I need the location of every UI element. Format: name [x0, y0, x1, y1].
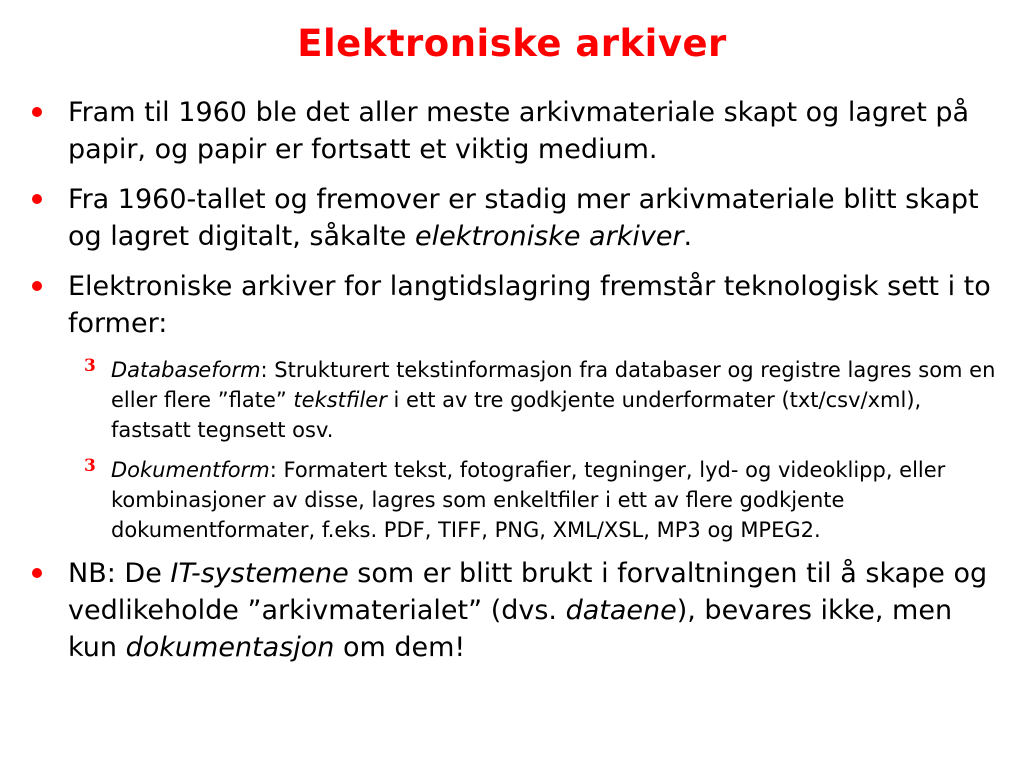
sub-bullet-item: [68, 355, 1000, 445]
bullet-dot-icon: [32, 194, 42, 204]
bullet-list: [30, 94, 1000, 679]
bullet-text: Fra 1960-tallet og fremover er stadig mer arkivmateriale blitt skapt og lagret digitalt, såkalte elektroniske arkiver.: [68, 184, 979, 252]
sub-bullet-text: Dokumentform: Formatert tekst, fotografier, tegninger, lyd- og videoklipp, eller kombinasjoner av disse, lagres som enkeltfiler i ett av flere godkjente dokumentformater, f.eks. PDF, TIFF, PNG, XML/XSL, MP3 og MPEG2.: [111, 458, 946, 542]
bullet-text: Elektroniske arkiver for langtidslagring fremstår teknologisk sett i to former:: [68, 271, 991, 339]
emphasis-text: elektroniske arkiver: [414, 221, 684, 252]
sub-bullet-text: Databaseform: Strukturert tekstinformasjon fra databaser og registre lagres som en eller flere ”flate” tekstfiler i ett av tre godkjente underformater (txt/csv/xml), fastsatt tegnsett osv.: [111, 358, 996, 442]
bullet-dot-icon: [32, 107, 42, 117]
sub-bullet-icon: 3: [84, 356, 96, 376]
bullet-text: NB: De IT-systemene som er blitt brukt i forvaltningen til å skape og vedlikeholde ”arkivmaterialet” (dvs. dataene), bevares ikke, men kun dokumentasjon om dem!: [68, 558, 988, 663]
bullet-item: [30, 268, 1000, 342]
bullet-item: [30, 555, 1000, 666]
sub-bullet-item: [68, 455, 1000, 545]
bullet-item: [30, 94, 1000, 168]
bullet-item: [30, 181, 1000, 255]
bullet-dot-icon: [32, 568, 42, 578]
bullet-dot-icon: [32, 281, 42, 291]
bullet-text: Fram til 1960 ble det aller meste arkivmateriale skapt og lagret på papir, og papir er fortsatt et viktig medium.: [68, 97, 970, 165]
sub-bullet-list: [30, 355, 1000, 545]
slide-title: Elektroniske arkiver: [297, 22, 727, 65]
sub-bullet-icon: 3: [84, 456, 96, 476]
